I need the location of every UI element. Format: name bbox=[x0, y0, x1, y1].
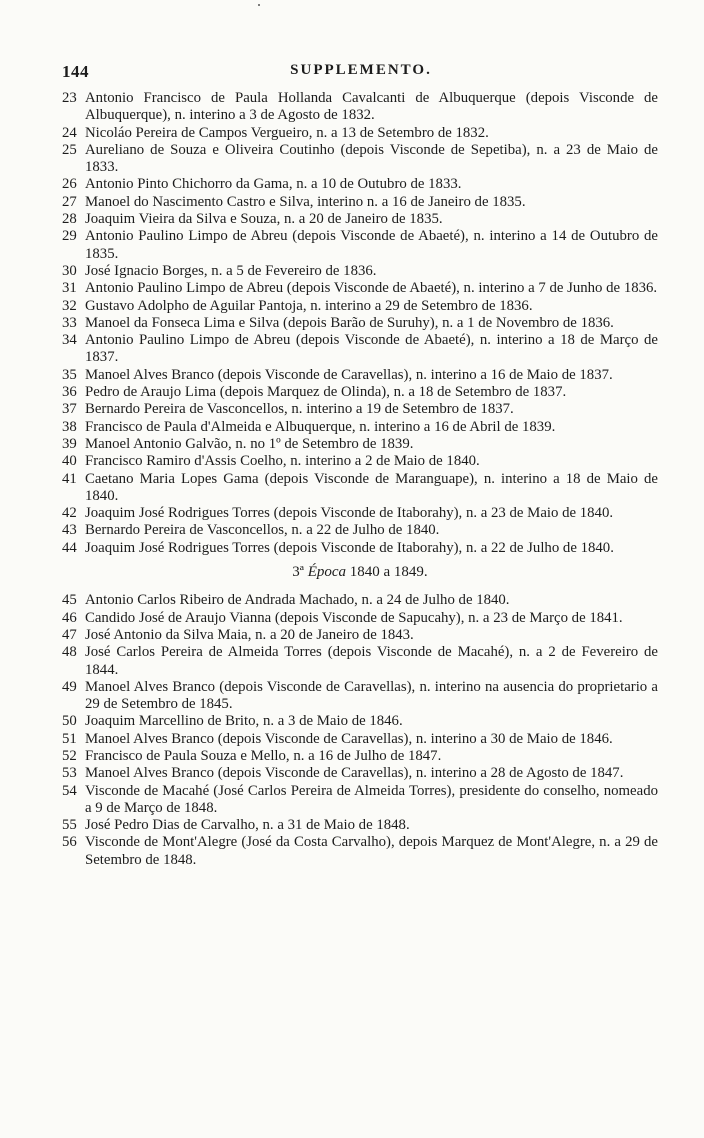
entry-text: Antonio Francisco de Paula Hollanda Cavalcanti de Albuquerque (depois Visconde de Albuquerque), n. interino a 3 de Agosto de 1832. bbox=[85, 90, 658, 124]
entry-text: Antonio Paulino Limpo de Abreu (depois Visconde de Abaeté), n. interino a 7 de Junho de 1836. bbox=[85, 280, 658, 297]
entry bbox=[62, 384, 658, 401]
entry-text: Manoel da Fonseca Lima e Silva (depois Barão de Suruhy), n. a 1 de Novembro de 1836. bbox=[85, 314, 614, 331]
entry bbox=[62, 315, 658, 332]
entry bbox=[62, 142, 658, 177]
entry-number: 23 bbox=[62, 90, 77, 106]
entry-number: 30 bbox=[62, 262, 77, 279]
entry-number: 48 bbox=[62, 644, 77, 661]
entry-text: Manoel Antonio Galvão, n. no 1º de Setembro de 1839. bbox=[85, 435, 414, 452]
entry-text: Manoel Alves Branco (depois Visconde de Caravellas), n. interino a 16 de Maio de 1837. bbox=[85, 366, 613, 383]
entry-number: 54 bbox=[62, 782, 77, 799]
entry bbox=[62, 679, 658, 714]
entry-number: 52 bbox=[62, 747, 77, 764]
entry-text: Francisco Ramiro d'Assis Coelho, n. interino a 2 de Maio de 1840. bbox=[85, 453, 480, 470]
entry-text: Manoel do Nascimento Castro e Silva, interino n. a 16 de Janeiro de 1835. bbox=[85, 193, 526, 210]
entry-text: Candido José de Araujo Vianna (depois Visconde de Sapucahy), n. a 23 de Março de 1841. bbox=[85, 609, 623, 626]
entry-number: 45 bbox=[62, 592, 77, 609]
entry-number: 36 bbox=[62, 384, 77, 401]
entry-text: Francisco de Paula Souza e Mello, n. a 16 de Julho de 1847. bbox=[85, 747, 442, 764]
entry-text: Bernardo Pereira de Vasconcellos, n. a 22 de Julho de 1840. bbox=[85, 522, 440, 539]
entry bbox=[62, 125, 658, 142]
entry bbox=[62, 176, 658, 193]
entry-number: 51 bbox=[62, 730, 77, 747]
entry bbox=[62, 765, 658, 782]
entry-number: 39 bbox=[62, 435, 77, 452]
entry-number: 40 bbox=[62, 453, 77, 470]
entry bbox=[62, 834, 658, 869]
entry bbox=[62, 731, 658, 748]
entry bbox=[62, 298, 658, 315]
entry-number: 37 bbox=[62, 401, 77, 418]
section-range: 1840 a 1849. bbox=[349, 564, 428, 581]
entry-text: Antonio Paulino Limpo de Abreu (depois Visconde de Abaeté), n. interino a 18 de Março de 1837. bbox=[85, 332, 658, 366]
entry bbox=[62, 713, 658, 730]
entry bbox=[62, 783, 658, 818]
section-heading bbox=[62, 564, 658, 581]
entry bbox=[62, 211, 658, 228]
entry-number: 46 bbox=[62, 609, 77, 626]
entries-after-section bbox=[62, 592, 658, 869]
running-head: SUPPLEMENTO. bbox=[290, 62, 432, 78]
entry bbox=[62, 90, 658, 125]
entry-number: 25 bbox=[62, 141, 77, 158]
entry-text: Antonio Carlos Ribeiro de Andrada Machado, n. a 24 de Julho de 1840. bbox=[85, 592, 510, 609]
entry-number: 35 bbox=[62, 366, 77, 383]
entry bbox=[62, 610, 658, 627]
entry-number: 49 bbox=[62, 678, 77, 695]
entry-text: Pedro de Araujo Lima (depois Marquez de Olinda), n. a 18 de Setembro de 1837. bbox=[85, 384, 567, 401]
entry-text: Antonio Pinto Chichorro da Gama, n. a 10 de Outubro de 1833. bbox=[85, 176, 462, 193]
entry-text: Joaquim José Rodrigues Torres (depois Visconde de Itaborahy), n. a 22 de Julho de 1840. bbox=[85, 539, 614, 556]
entry bbox=[62, 280, 658, 297]
entry-number: 44 bbox=[62, 539, 77, 556]
entry-text: José Antonio da Silva Maia, n. a 20 de Janeiro de 1843. bbox=[85, 626, 414, 643]
entry-text: Manoel Alves Branco (depois Visconde de Caravellas), n. interino a 28 de Agosto de 1847. bbox=[85, 765, 624, 782]
entry bbox=[62, 263, 658, 280]
entry-number: 43 bbox=[62, 522, 77, 539]
entry bbox=[62, 401, 658, 418]
page-header bbox=[62, 62, 660, 84]
entry-number: 50 bbox=[62, 713, 77, 730]
entry-number: 27 bbox=[62, 193, 77, 210]
entry-text: Visconde de Macahé (José Carlos Pereira de Almeida Torres), presidente do conselho, nomeado a 9 de Março de 1848. bbox=[85, 782, 658, 816]
entry-number: 47 bbox=[62, 626, 77, 643]
entry bbox=[62, 592, 658, 609]
section-ordinal: 3ª bbox=[292, 564, 304, 581]
entry-text: Visconde de Mont'Alegre (José da Costa Carvalho), depois Marquez de Mont'Alegre, n. a 29 de Setembro de 1848. bbox=[85, 834, 658, 868]
entry-number: 28 bbox=[62, 211, 77, 228]
print-speck bbox=[258, 4, 260, 6]
entry-number: 53 bbox=[62, 765, 77, 782]
entry bbox=[62, 627, 658, 644]
section-epoch-word: Época bbox=[307, 564, 347, 581]
entry bbox=[62, 540, 658, 557]
entry bbox=[62, 194, 658, 211]
entry-text: Gustavo Adolpho de Aguilar Pantoja, n. interino a 29 de Setembro de 1836. bbox=[85, 297, 533, 314]
entry-number: 32 bbox=[62, 297, 77, 314]
entry-text: José Ignacio Borges, n. a 5 de Fevereiro de 1836. bbox=[85, 262, 377, 279]
entries-before-section bbox=[62, 90, 658, 557]
entry-number: 41 bbox=[62, 470, 77, 487]
entry-number: 55 bbox=[62, 817, 77, 834]
entry-text: Bernardo Pereira de Vasconcellos, n. interino a 19 de Setembro de 1837. bbox=[85, 401, 514, 418]
entry-number: 38 bbox=[62, 418, 77, 435]
entry bbox=[62, 748, 658, 765]
entry-text: Manoel Alves Branco (depois Visconde de Caravellas), n. interino na ausencia do proprietario a 29 de Setembro de 1845. bbox=[85, 678, 658, 713]
entry bbox=[62, 644, 658, 679]
entry-number: 31 bbox=[62, 280, 77, 297]
entry-text: Joaquim Marcellino de Brito, n. a 3 de Maio de 1846. bbox=[85, 713, 403, 730]
entry-text: Caetano Maria Lopes Gama (depois Visconde de Maranguape), n. interino a 18 de Maio de 1840. bbox=[85, 470, 658, 504]
entry-number: 33 bbox=[62, 314, 77, 331]
entry bbox=[62, 522, 658, 539]
entry bbox=[62, 419, 658, 436]
entry-number: 26 bbox=[62, 176, 77, 193]
entry-list bbox=[62, 90, 658, 869]
entry bbox=[62, 332, 658, 367]
entry-text: Francisco de Paula d'Almeida e Albuquerque, n. interino a 16 de Abril de 1839. bbox=[85, 418, 556, 435]
entry-number: 24 bbox=[62, 124, 77, 141]
entry bbox=[62, 471, 658, 506]
entry bbox=[62, 436, 658, 453]
entry bbox=[62, 817, 658, 834]
entry-text: José Carlos Pereira de Almeida Torres (depois Visconde de Macahé), n. a 2 de Fevereiro de 1844. bbox=[85, 644, 658, 678]
entry-number: 56 bbox=[62, 834, 77, 851]
entry bbox=[62, 453, 658, 470]
page-number: 144 bbox=[62, 62, 89, 81]
entry-text: Manoel Alves Branco (depois Visconde de Caravellas), n. interino a 30 de Maio de 1846. bbox=[85, 730, 613, 747]
entry-text: Nicoláo Pereira de Campos Vergueiro, n. a 13 de Setembro de 1832. bbox=[85, 124, 489, 141]
entry-text: Aureliano de Souza e Oliveira Coutinho (depois Visconde de Sepetiba), n. a 23 de Maio de 1833. bbox=[85, 141, 658, 176]
entry-text: Antonio Paulino Limpo de Abreu (depois Visconde de Abaeté), n. interino a 14 de Outubro de 1835. bbox=[85, 228, 658, 262]
entry bbox=[62, 505, 658, 522]
entry-text: Joaquim Vieira da Silva e Souza, n. a 20 de Janeiro de 1835. bbox=[85, 211, 443, 228]
entry-number: 29 bbox=[62, 228, 77, 245]
entry bbox=[62, 367, 658, 384]
entry-text: Joaquim José Rodrigues Torres (depois Visconde de Itaborahy), n. a 23 de Maio de 1840. bbox=[85, 505, 614, 522]
entry bbox=[62, 228, 658, 263]
entry-text: José Pedro Dias de Carvalho, n. a 31 de Maio de 1848. bbox=[85, 817, 410, 834]
entry-number: 42 bbox=[62, 505, 77, 522]
entry-number: 34 bbox=[62, 332, 77, 349]
